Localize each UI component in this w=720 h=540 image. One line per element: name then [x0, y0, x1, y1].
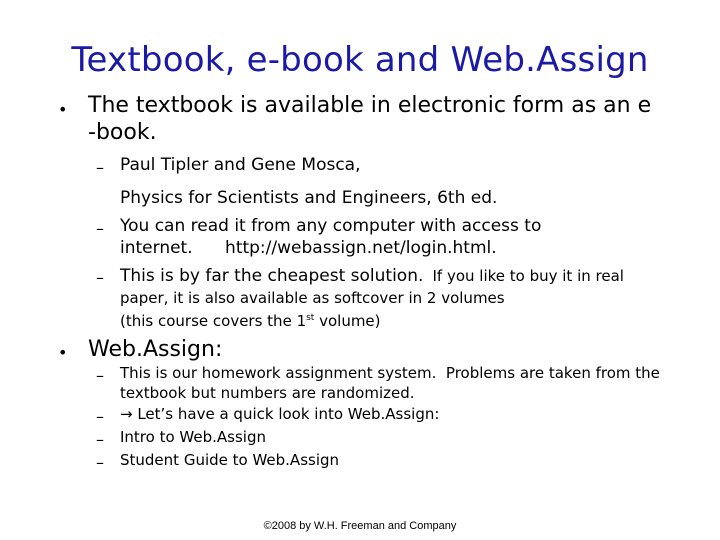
slide-title: Textbook, e-book and Web.Assign — [71, 40, 649, 80]
bullet1-sub2-line1: You can read it from any computer with access to — [120, 216, 542, 236]
bullet1-sub3-line2: paper, it is also available as softcover in 2 volumes — [120, 289, 505, 307]
bullet1-sub2-line2: internet. http://webassign.net/login.html. — [120, 238, 497, 258]
bullet1-sub1-line2: Physics for Scientists and Engineers, 6th ed. — [120, 188, 498, 208]
dash-marker: – — [96, 268, 104, 287]
bullet1-text-line2: -book. — [88, 120, 157, 145]
dash-marker: – — [96, 366, 104, 385]
bullet2-sub1-line1: This is our homework assignment system. Problems are taken from the — [120, 364, 660, 382]
student-guide-link[interactable]: Student Guide to Web.Assign — [120, 451, 340, 469]
cheapest-solution-text: This is by far the cheapest solution. — [120, 266, 424, 286]
dash-marker: – — [96, 158, 104, 177]
bullet2-sub1-line2: textbook but numbers are randomized. — [120, 384, 415, 402]
buy-real-text: If you like to buy it in real — [432, 267, 624, 285]
webassign-heading: Web.Assign: — [88, 337, 223, 362]
bullet-marker: • — [58, 343, 68, 362]
dash-marker: – — [96, 219, 104, 238]
bullet1-sub3-line3: (this course covers the 1st volume) — [120, 312, 381, 330]
dash-marker: – — [96, 407, 104, 426]
webassign-quick-look-link[interactable]: → Let’s have a quick look into Web.Assign: — [120, 405, 440, 423]
dash-marker: – — [96, 453, 104, 472]
copyright-footer: ©2008 by W.H. Freeman and Company — [263, 520, 457, 532]
bullet1-sub1-line1: Paul Tipler and Gene Mosca, — [120, 155, 361, 175]
intro-webassign-link[interactable]: Intro to Web.Assign — [120, 428, 266, 446]
bullet1-sub3-line1 — [120, 266, 624, 286]
dash-marker: – — [96, 430, 104, 449]
bullet-marker: • — [58, 100, 68, 119]
bullet1-text-line1: The textbook is available in electronic form as an e — [88, 93, 652, 118]
